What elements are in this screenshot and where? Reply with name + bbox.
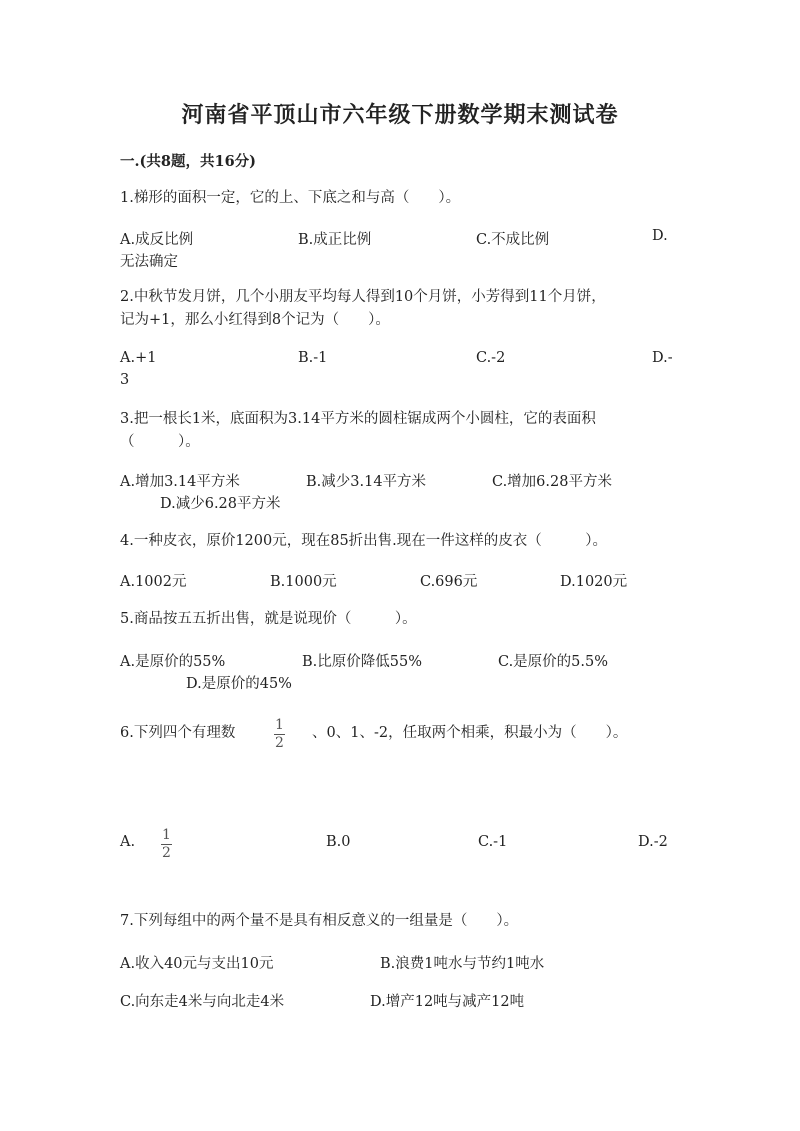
q4-option-d: D.1020元 bbox=[560, 574, 628, 590]
q1-option-c: C.不成比例 bbox=[476, 232, 550, 248]
fraction-denominator: 2 bbox=[162, 845, 171, 861]
question-1-text: 1.梯形的面积一定，它的上、下底之和与高（ ）。 bbox=[120, 190, 461, 206]
q6-option-d: D.-2 bbox=[638, 834, 668, 850]
q5-option-c: C.是原价的5.5% bbox=[498, 654, 609, 670]
q4-option-a: A.1002元 bbox=[120, 574, 187, 590]
question-3-line1: 3.把一根长1米，底面积为3.14平方米的圆柱锯成两个小圆柱，它的表面积 bbox=[120, 411, 596, 427]
q2-option-d: D.- bbox=[652, 350, 673, 366]
q6-option-a-fraction bbox=[161, 828, 172, 861]
q6-option-c: C.-1 bbox=[478, 834, 508, 850]
q4-option-b: B.1000元 bbox=[270, 574, 337, 590]
q2-option-c: C.-2 bbox=[476, 350, 506, 366]
q7-option-c: C.向东走4米与向北走4米 bbox=[120, 994, 285, 1010]
q3-option-d: D.减少6.28平方米 bbox=[160, 496, 281, 512]
fraction-numerator: 1 bbox=[275, 717, 284, 733]
q2-option-b: B.-1 bbox=[298, 350, 328, 366]
question-4-text: 4.一种皮衣，原价1200元，现在85折出售.现在一件这样的皮衣（ ）。 bbox=[120, 533, 608, 549]
question-5-text: 5.商品按五五折出售，就是说现价（ ）。 bbox=[120, 611, 417, 627]
question-7-text: 7.下列每组中的两个量不是具有相反意义的一组量是（ ）。 bbox=[120, 913, 519, 929]
q3-option-c: C.增加6.28平方米 bbox=[492, 474, 612, 490]
q1-option-b: B.成正比例 bbox=[298, 232, 372, 248]
q4-option-c: C.696元 bbox=[420, 574, 478, 590]
q7-option-a: A.收入40元与支出10元 bbox=[120, 956, 274, 972]
question-6-text-start: 6.下列四个有理数 bbox=[120, 725, 236, 741]
question-2-line2: 记为+1，那么小红得到8个记为（ ）。 bbox=[120, 312, 390, 328]
q6-option-a: A. bbox=[120, 834, 136, 850]
question-2-line1: 2.中秋节发月饼，几个小朋友平均每人得到10个月饼，小芳得到11个月饼， bbox=[120, 289, 606, 305]
q7-option-d: D.增产12吨与减产12吨 bbox=[370, 994, 525, 1010]
page-title: 河南省平顶山市六年级下册数学期末测试卷 bbox=[181, 102, 619, 128]
q7-option-b: B.浪费1吨水与节约1吨水 bbox=[380, 956, 545, 972]
section-heading: 一.(共8题，共16分) bbox=[120, 153, 257, 170]
q6-option-b: B.0 bbox=[326, 834, 351, 850]
question-6-fraction bbox=[274, 718, 285, 751]
q5-option-a: A.是原价的55% bbox=[120, 654, 226, 670]
q2-option-a: A.+1 bbox=[120, 350, 157, 366]
q2-option-d-text: 3 bbox=[120, 372, 130, 388]
q3-option-b: B.减少3.14平方米 bbox=[306, 474, 427, 490]
q5-option-b: B.比原价降低55% bbox=[302, 654, 422, 670]
question-3-line2: （ ）。 bbox=[120, 434, 200, 450]
q5-option-d: D.是原价的45% bbox=[186, 676, 292, 692]
q1-option-d: D. bbox=[652, 228, 668, 244]
q3-option-a: A.增加3.14平方米 bbox=[120, 474, 240, 490]
fraction-denominator: 2 bbox=[275, 735, 284, 751]
q1-option-a: A.成反比例 bbox=[120, 232, 194, 248]
question-6-text-end: 、0、1、-2，任取两个相乘，积最小为（ ）。 bbox=[312, 725, 628, 741]
fraction-numerator: 1 bbox=[162, 827, 171, 843]
q1-option-d-text: 无法确定 bbox=[120, 254, 178, 270]
